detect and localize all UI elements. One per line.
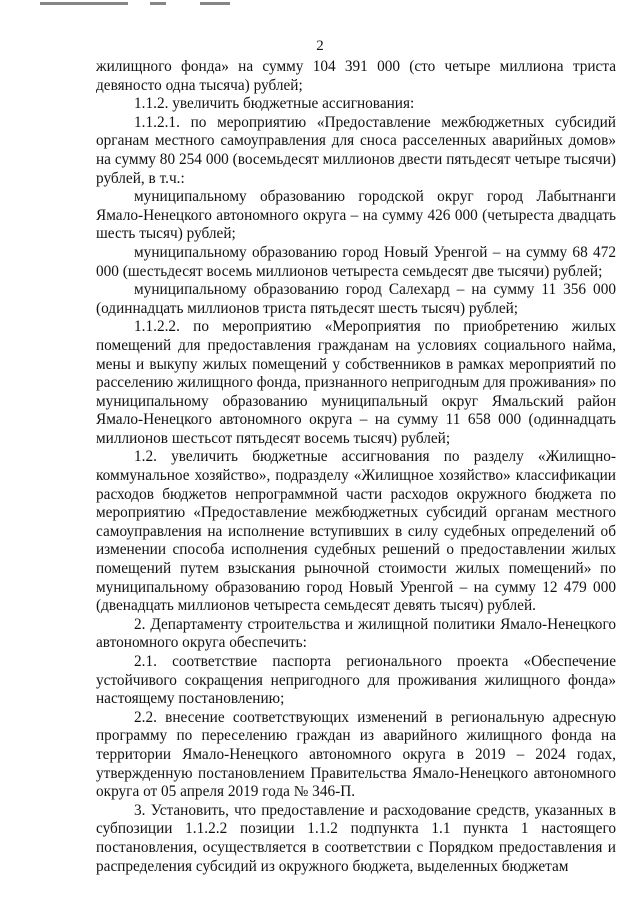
scan-edge-mark [150, 2, 166, 5]
paragraph: муниципальному образованию город Салехард – на сумму 11 356 000 (одиннадцать миллионов триста пятьдесят шесть тысяч) рублей; [96, 281, 616, 317]
paragraph: жилищного фонда» на сумму 104 391 000 (сто четыре миллиона триста девяносто одна тысяча) рублей; [96, 58, 616, 94]
document-body [96, 58, 616, 876]
paragraph: 3. Установить, что предоставление и расходование средств, указанных в субпозиции 1.1.2.2 позиции 1.1.2 подпункта 1.1 пункта 1 настоящего постановления, осуществляется в соответствии с Порядком предоставления и распределения субсидий из окружного бюджета, выделенных бюджетам [96, 801, 616, 875]
paragraph: 1.1.2.1. по мероприятию «Предоставление межбюджетных субсидий органам местного самоуправления для сноса расселенных аварийных домов» на сумму 80 254 000 (восемьдесят миллионов двести пятьдесят четыре тысячи) рублей, в т.ч.: [96, 113, 616, 187]
scan-edge-mark [40, 2, 128, 5]
paragraph: 1.1.2.2. по мероприятию «Мероприятия по приобретению жилых помещений для предоставления гражданам на условиях социального найма, мены и выкупу жилых помещений у собственников в рамках мероприятий по расселению жилищного фонда, признанного непригодным для проживания» по муниципальному образованию муниципальный округ Ямальский район Ямало-Ненецкого автономного округа – на сумму 11 658 000 (одиннадцать миллионов шестьсот пятьдесят восемь тысяч) рублей; [96, 318, 616, 447]
paragraph: 1.1.2. увеличить бюджетные ассигнования: [134, 95, 415, 113]
paragraph: 2.2. внесение соответствующих изменений в региональную адресную программу по переселению граждан из аварийного жилищного фонда на территории Ямало-Ненецкого автономного округа в 2019 – 2024 годах, утвержденную постановлением Правительства Ямало-Ненецкого автономного округа от 05 апреля 2019 года № 346-П. [96, 708, 616, 801]
paragraph: 2. Департаменту строительства и жилищной политики Ямало-Ненецкого автономного округа обеспечить: [96, 615, 616, 652]
paragraph: муниципальному образованию город Новый Уренгой – на сумму 68 472 000 (шестьдесят восемь миллионов четыреста семьдесят две тысячи) рублей; [96, 243, 616, 280]
paragraph: 2.1. соответствие паспорта регионального проекта «Обеспечение устойчивого сокращения непригодного для проживания жилищного фонда» настоящему постановлению; [96, 653, 616, 708]
scan-edge-mark [200, 2, 230, 5]
paragraph: 1.2. увеличить бюджетные ассигнования по разделу «Жилищно-коммунальное хозяйство», подразделу «Жилищное хозяйство» классификации расходов бюджетов непрограммной части расходов окружного бюджета по мероприятию «Предоставление межбюджетных субсидий органам местного самоуправления на исполнение вступивших в силу судебных определений об изменении способа исполнения судебных решений о предоставлении жилых помещений путем взыскания рыночной стоимости жилых помещений» по муниципальному образованию город Новый Уренгой – на сумму 12 479 000 (двенадцать миллионов четыреста семьдесят девять тысяч) рублей. [96, 448, 616, 615]
paragraph: муниципальному образованию городской округ город Лабытнанги Ямало-Ненецкого автономного округа – на сумму 426 000 (четыреста двадцать шесть тысяч) рублей; [96, 188, 616, 243]
page-number: 2 [316, 38, 324, 54]
